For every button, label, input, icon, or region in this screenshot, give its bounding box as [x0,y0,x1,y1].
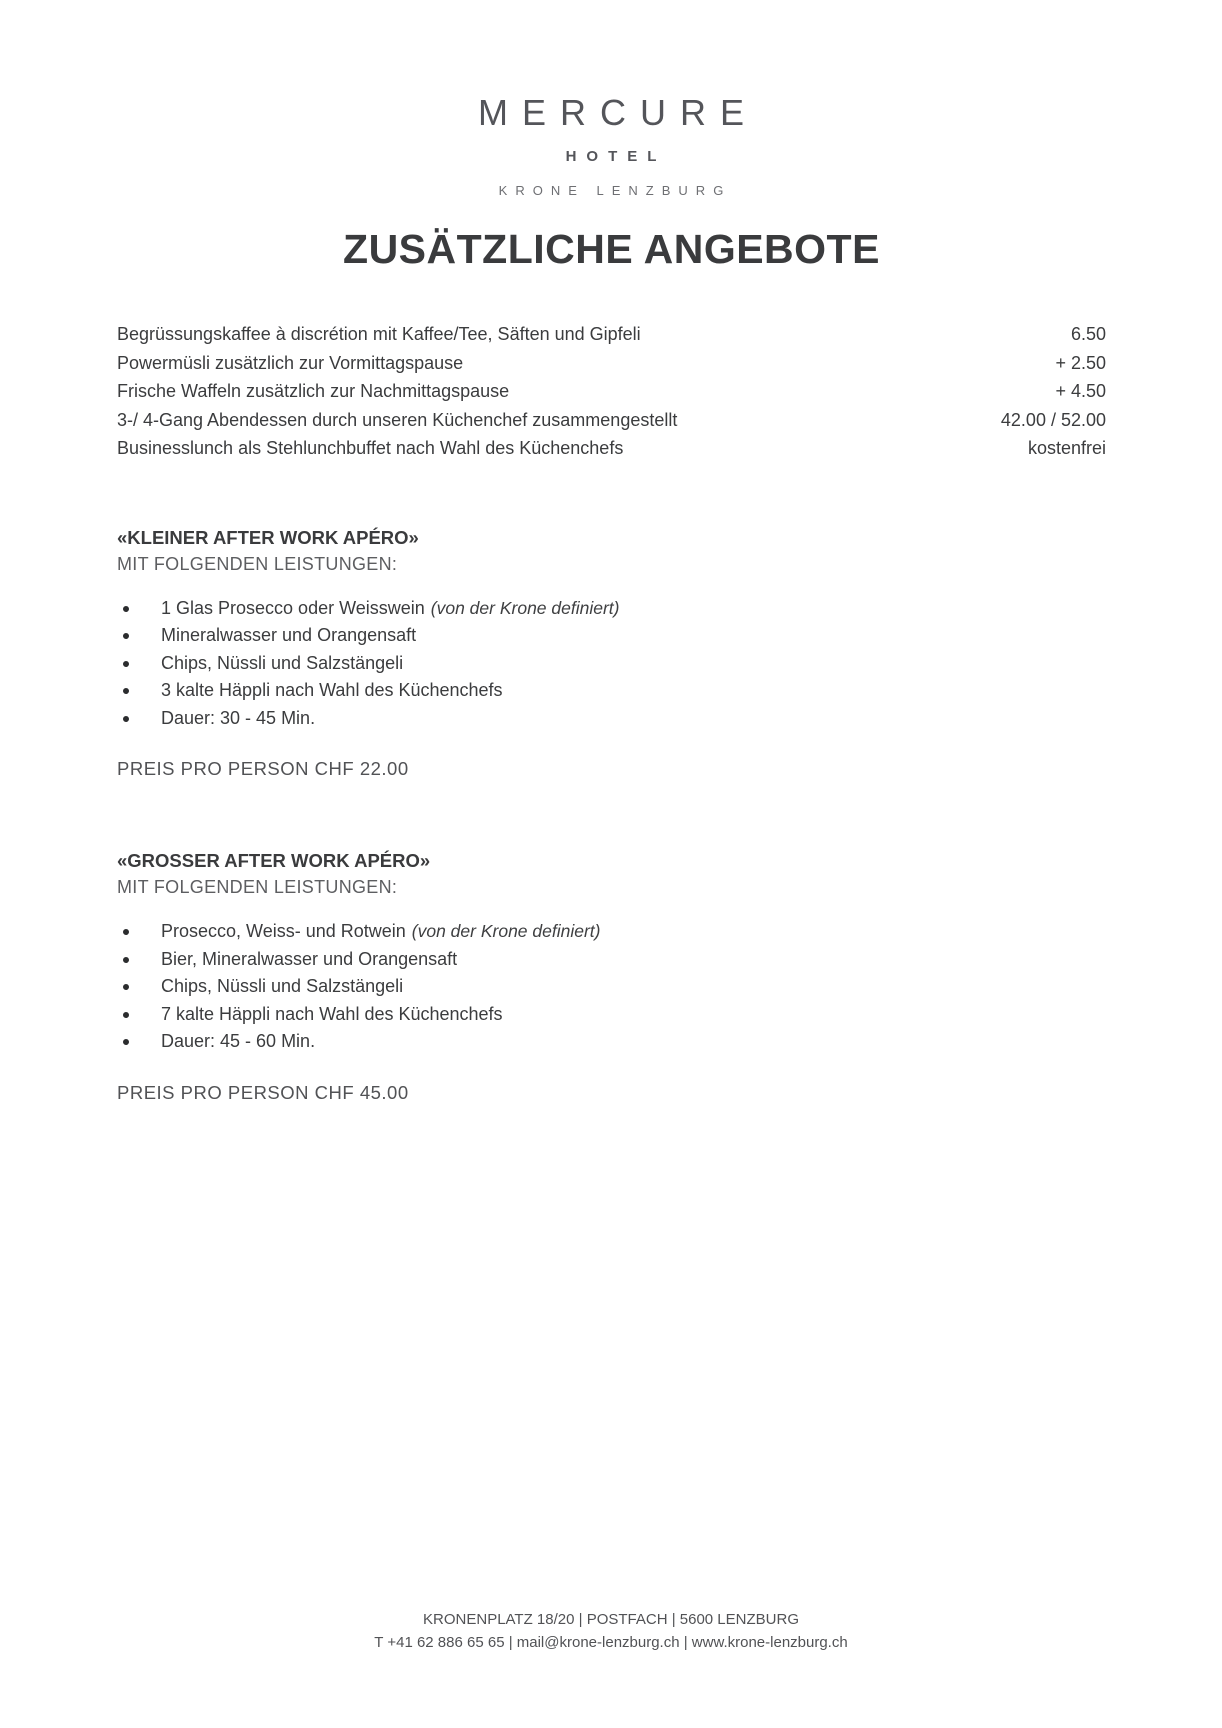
price-per-person: PREIS PRO PERSON CHF 22.00 [117,758,409,779]
price-label: Begrüssungskaffee à discrétion mit Kaffee/Tee, Säften und Gipfeli [117,324,641,344]
bullet-item [117,622,1106,650]
bullet-item [117,918,1106,946]
section-subheading: MIT FOLGENDEN LEISTUNGEN: [117,553,398,574]
bullet-item [117,946,1106,974]
bullet-list [117,595,1106,733]
price-per-person: PREIS PRO PERSON CHF 45.00 [117,1081,409,1103]
bullet-item [117,973,1106,1001]
price-label: 3-/ 4-Gang Abendessen durch unseren Küchenchef zusammengestellt [117,409,678,430]
bullet-text: Chips, Nüssli und Salzstängeli [161,976,404,996]
bullet-list [117,918,1106,1056]
section-subheading: MIT FOLGENDEN LEISTUNGEN: [117,877,398,897]
bullet-text: Prosecco, Weiss- und Rotwein [161,921,406,941]
bullet-item [117,1028,1106,1056]
bullet-item [117,705,1106,733]
price-value: 42.00 / 52.00 [1000,409,1106,430]
logo-type: HOTEL [565,148,667,165]
price-row [117,434,1106,463]
price-list [117,320,1106,463]
footer-address: KRONENPLATZ 18/20 | POSTFACH | 5600 LENZBURG [423,1611,799,1628]
price-value: + 4.50 [1055,381,1106,401]
price-row [117,406,1106,435]
bullet-text: Mineralwasser und Orangensaft [161,625,417,645]
footer [0,1608,1222,1654]
bullet-item [117,677,1106,705]
hotel-logo [0,0,1222,197]
bullet-text: Dauer: 30 - 45 Min. [161,707,316,728]
bullet-item [117,650,1106,678]
price-label: Powermüsli zusätzlich zur Vormittagspause [117,352,464,373]
bullet-text: 7 kalte Häppli nach Wahl des Küchenchefs [161,1003,503,1024]
price-row [117,377,1106,406]
price-row [117,320,1106,349]
section-grosser-after-work-apero [117,848,1106,1104]
bullet-note: (von der Krone definiert) [411,921,601,941]
bullet-text: Dauer: 45 - 60 Min. [161,1031,316,1051]
bullet-text: Bier, Mineralwasser und Orangensaft [161,948,458,969]
section-heading: «GROSSER AFTER WORK APÉRO» [117,850,431,871]
bullet-item [117,595,1106,623]
logo-location: KRONE LENZBURG [498,183,732,198]
price-row [117,349,1106,378]
bullet-text: 1 Glas Prosecco oder Weisswein [161,597,425,618]
page-content [0,226,1222,1104]
price-value: + 2.50 [1055,352,1106,373]
bullet-text: 3 kalte Häppli nach Wahl des Küchenchefs [161,680,503,700]
logo-brand: MERCURE [477,92,758,133]
price-label: Frische Waffeln zusätzlich zur Nachmittagspause [117,381,510,401]
footer-contact: T +41 62 886 65 65 | mail@krone-lenzburg.ch | www.krone-lenzburg.ch [374,1634,848,1651]
price-label: Businesslunch als Stehlunchbuffet nach Wahl des Küchenchefs [117,438,624,458]
price-value: 6.50 [1070,324,1106,344]
section-heading: «KLEINER AFTER WORK APÉRO» [117,526,419,548]
price-value: kostenfrei [1027,438,1106,458]
bullet-text: Chips, Nüssli und Salzstängeli [161,652,404,673]
section-kleiner-after-work-apero [117,525,1106,781]
page-title: ZUSÄTZLICHE ANGEBOTE [343,226,880,272]
bullet-item [117,1001,1106,1029]
bullet-note: (von der Krone definiert) [430,597,620,618]
